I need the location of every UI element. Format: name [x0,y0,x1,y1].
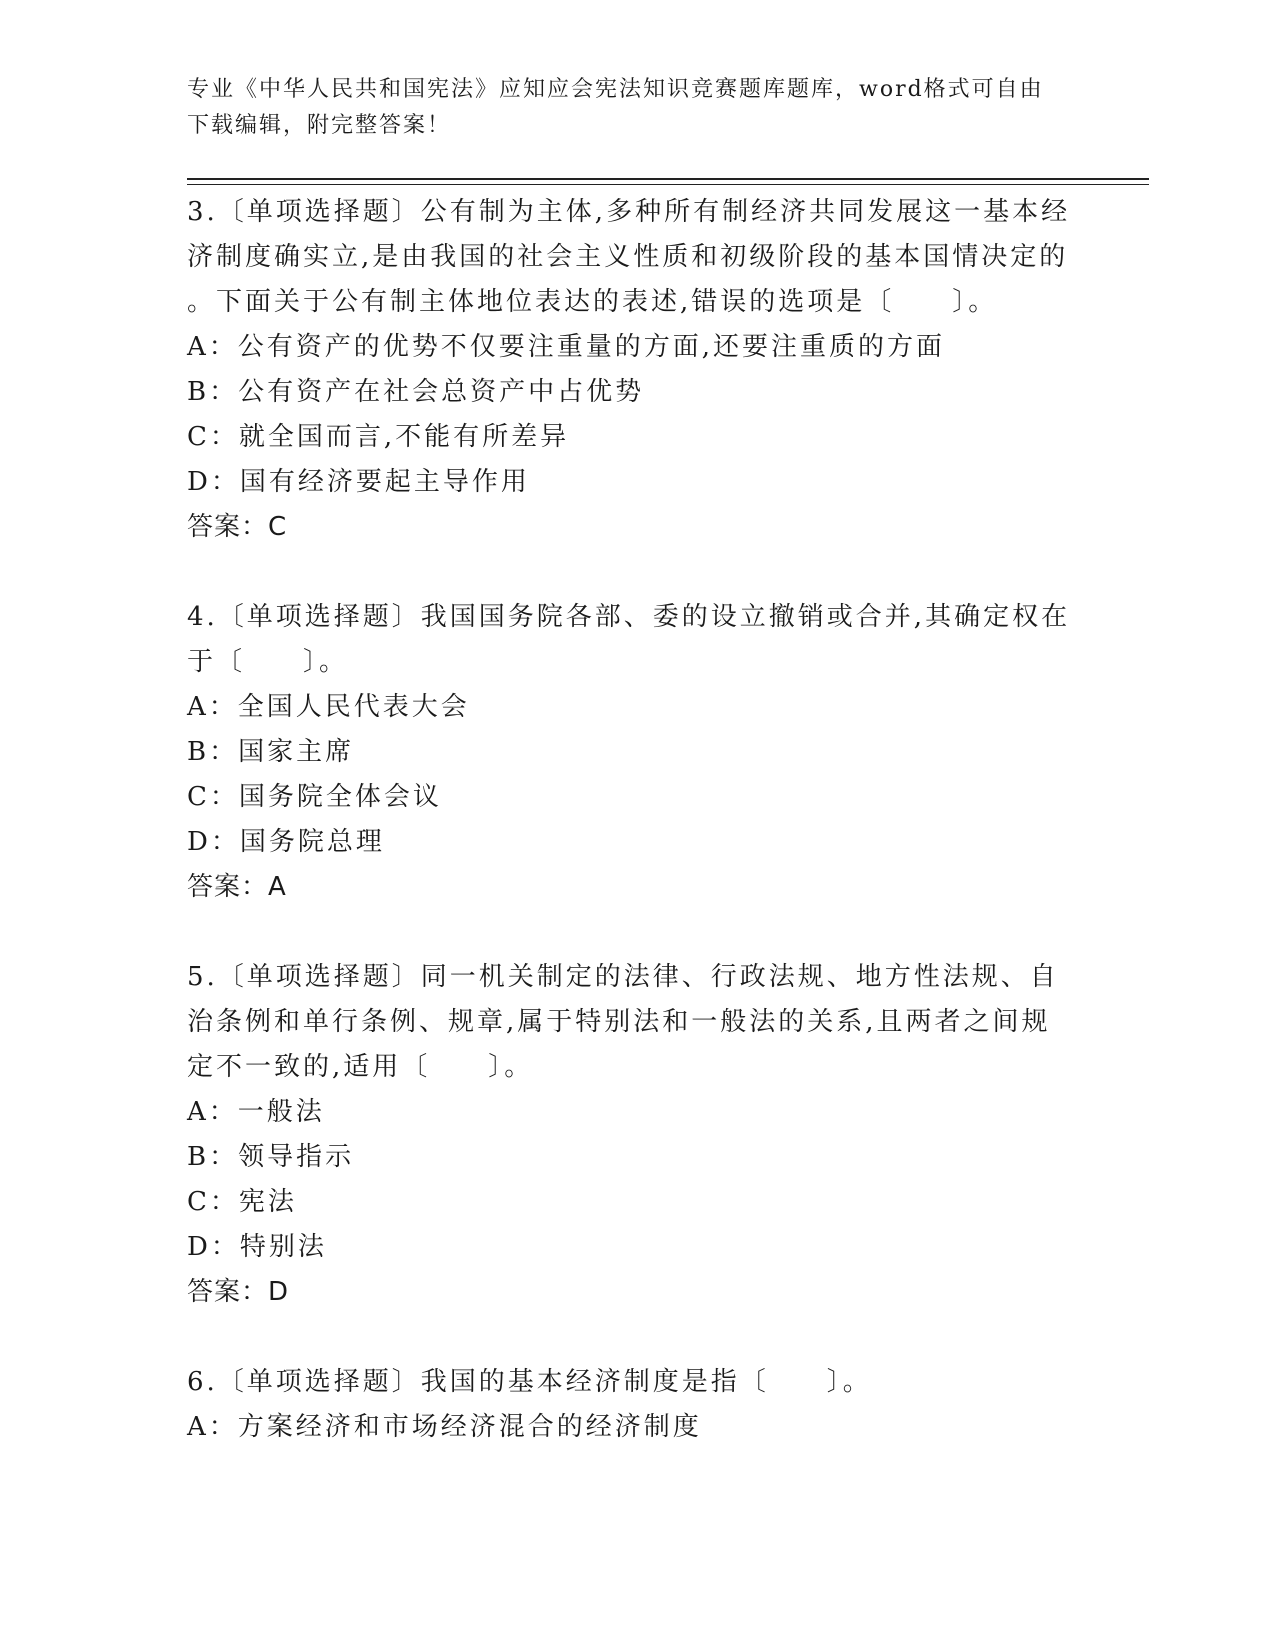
option-c: C：宪法 [187,1187,297,1217]
question-5 [187,955,1087,1315]
header-divider-top [187,178,1149,180]
header-line-1: 专业《中华人民共和国宪法》应知应会宪法知识竞赛题库题库，word格式可自由 [187,77,1044,102]
question-text-line: 济制度确实立,是由我国的社会主义性质和初级阶段的基本国情决定的 [187,242,1069,272]
option-a: A：方案经济和市场经济混合的经济制度 [187,1412,702,1442]
option-a: A：一般法 [187,1097,325,1127]
question-text-line: 定不一致的,适用〔 〕。 [187,1052,534,1082]
option-b: B：国家主席 [187,737,355,767]
answer-line: 答案：C [187,512,288,542]
header-line-2: 下载编辑，附完整答案！ [187,113,452,138]
question-text-line: 3.〔单项选择题〕公有制为主体,多种所有制经济共同发展这一基本经 [187,197,1071,227]
option-d: D：国有经济要起主导作用 [187,467,530,497]
question-6 [187,1360,1087,1450]
option-d: D：国务院总理 [187,827,385,857]
option-c: C：国务院全体会议 [187,782,442,812]
option-c: C：就全国而言,不能有所差异 [187,422,570,452]
question-4 [187,595,1087,910]
question-text-line: 于〔 〕。 [187,647,349,677]
answer-line: 答案：A [187,872,287,902]
option-b: B：公有资产在社会总资产中占优势 [187,377,645,407]
question-text-line: 治条例和单行条例、规章,属于特别法和一般法的关系,且两者之间规 [187,1007,1051,1037]
question-text-line: 。下面关于公有制主体地位表达的表述,错误的选项是〔 〕。 [187,287,998,317]
option-a: A：全国人民代表大会 [187,692,470,722]
option-a: A：公有资产的优势不仅要注重量的方面,还要注重质的方面 [187,332,946,362]
option-d: D：特别法 [187,1232,327,1262]
document-header [187,72,1087,144]
header-divider-bottom [187,184,1149,185]
question-text-line: 5.〔单项选择题〕同一机关制定的法律、行政法规、地方性法规、自 [187,962,1059,992]
question-3 [187,190,1087,550]
answer-line: 答案：D [187,1277,290,1307]
option-b: B：领导指示 [187,1142,355,1172]
question-text-line: 4.〔单项选择题〕我国国务院各部、委的设立撤销或合并,其确定权在 [187,602,1071,632]
question-text-line: 6.〔单项选择题〕我国的基本经济制度是指〔 〕。 [187,1367,872,1397]
question-list [187,190,1087,1495]
